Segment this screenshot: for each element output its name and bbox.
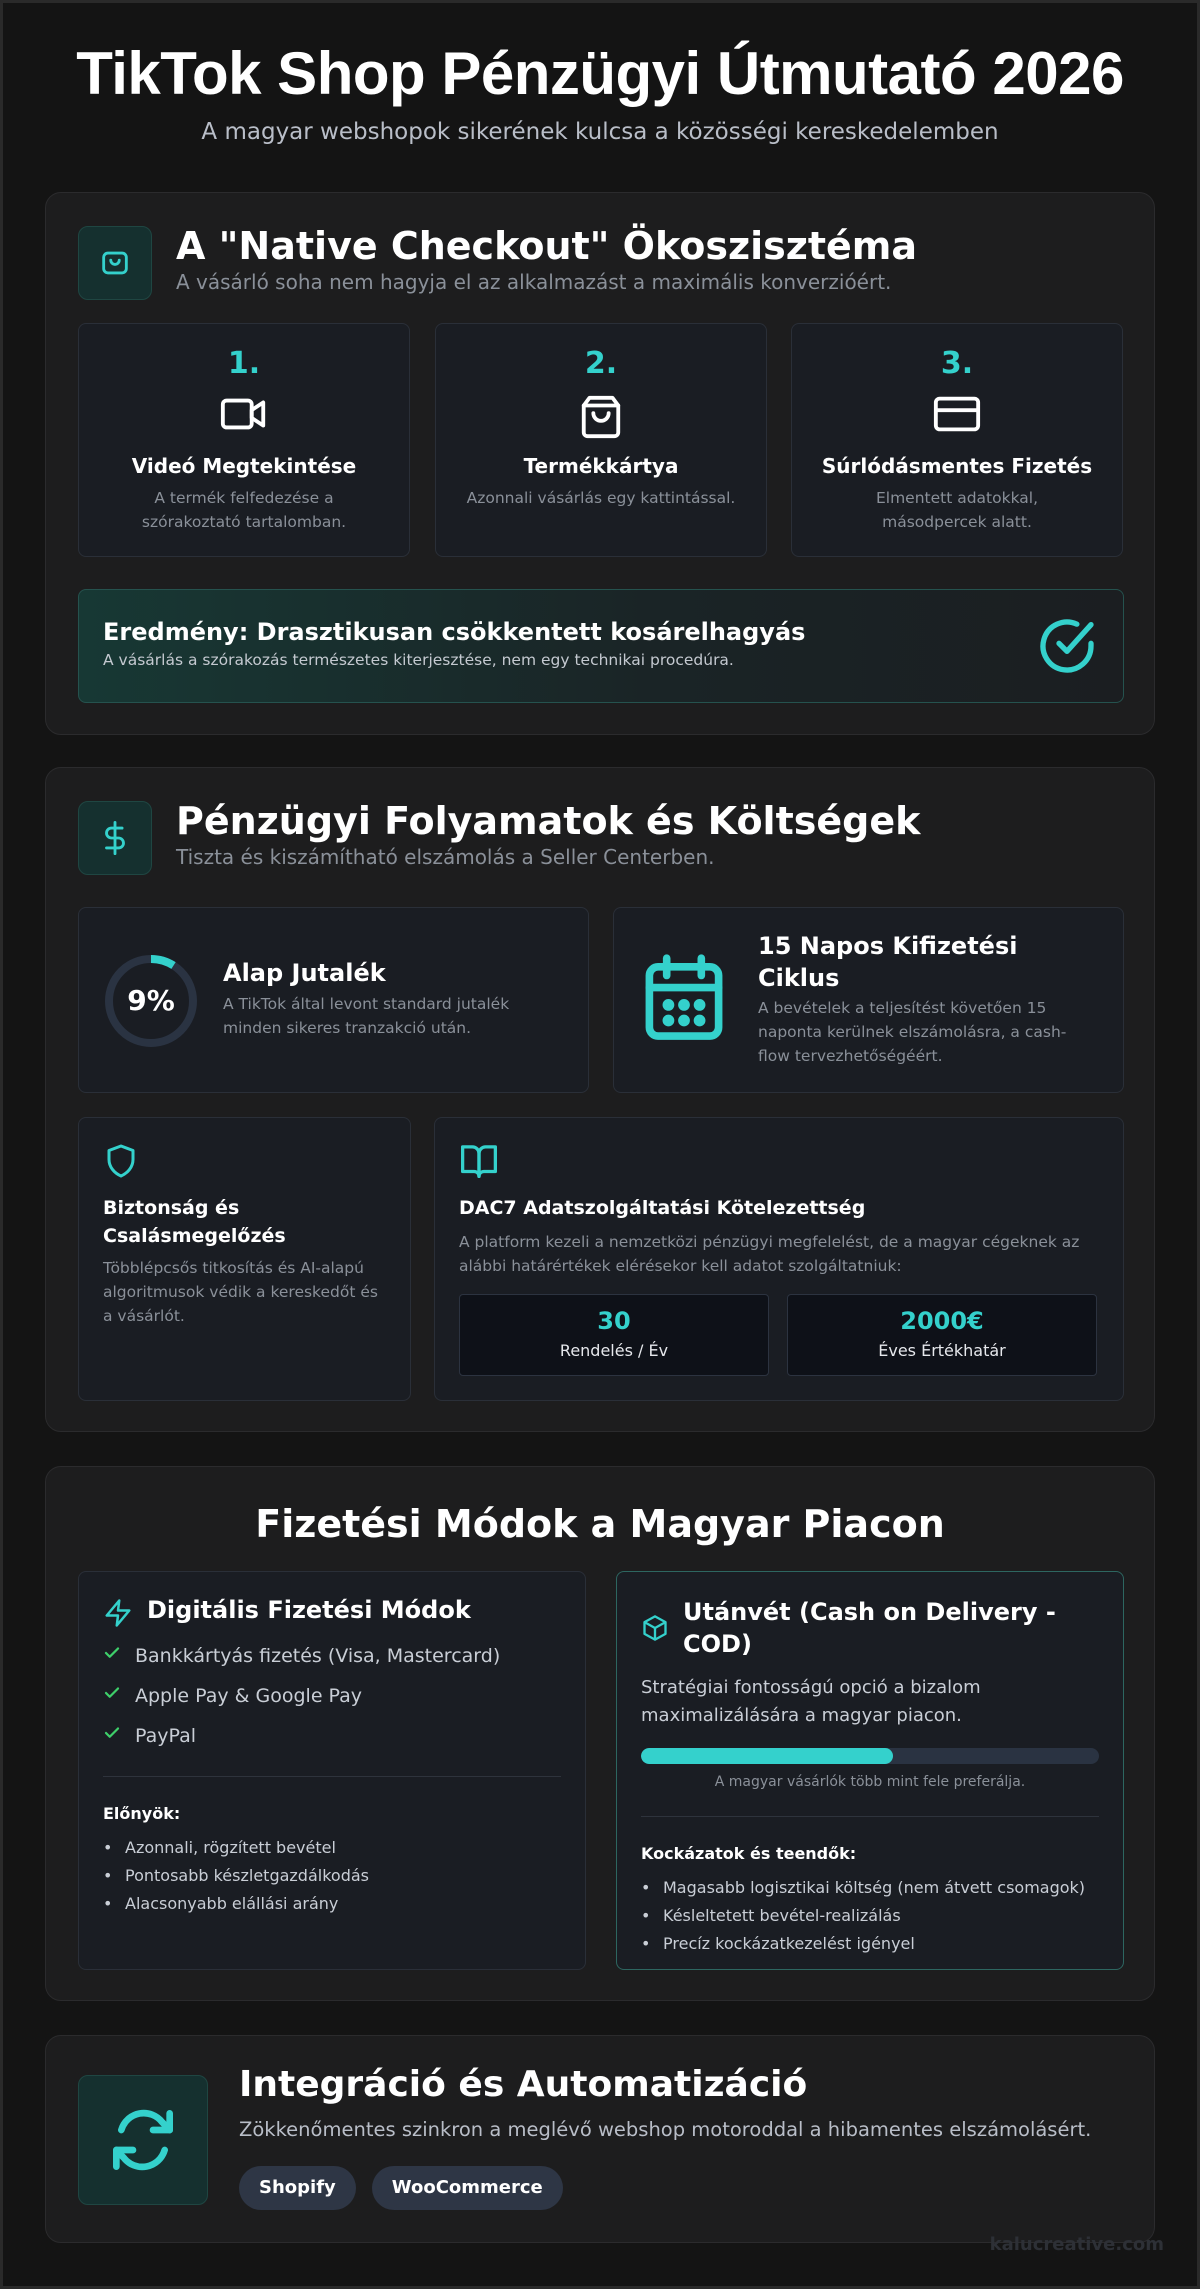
stat-value: 2000€	[900, 1307, 984, 1335]
integration-title: Integráció és Automatizáció	[239, 2064, 808, 2105]
check-icon	[103, 1644, 135, 1667]
pros-item: • Alacsonyabb elállási arány	[103, 1894, 339, 1913]
method-item	[103, 1684, 362, 1707]
open-book-icon	[459, 1142, 499, 1182]
commission-value: 9%	[127, 984, 175, 1017]
security-card	[78, 1117, 411, 1401]
commission-card	[78, 907, 589, 1093]
step-desc: A termék felfedezése a szórakoztató tartalomban.	[141, 489, 347, 531]
finance-subtitle: Tiszta és kiszámítható elszámolás a Seller Centerben.	[176, 845, 715, 869]
digital-payments-card	[78, 1571, 586, 1970]
platform-list	[239, 2166, 579, 2210]
pros-item: • Pontosabb készletgazdálkodás	[103, 1866, 369, 1885]
cod-share-fill	[641, 1748, 893, 1764]
payments-title: Fizetési Módok a Magyar Piacon	[255, 1502, 945, 1546]
result-title: Eredmény: Drasztikusan csökkentett kosárelhagyás	[103, 618, 806, 646]
risk-item: • Precíz kockázatkezelést igényel	[641, 1934, 915, 1953]
method-label: Bankkártyás fizetés (Visa, Mastercard)	[135, 1644, 501, 1667]
watermark: kalucreative.com	[989, 2234, 1164, 2255]
page-title: TikTok Shop Pénzügyi Útmutató 2026	[76, 40, 1124, 107]
finance-section	[45, 767, 1155, 1432]
check-icon	[103, 1724, 135, 1747]
platform-shopify[interactable]: Shopify	[239, 2166, 356, 2210]
payout-card	[613, 907, 1124, 1093]
commission-title: Alap Jutalék	[223, 959, 386, 987]
payout-title: 15 Napos Kifizetési Ciklus	[758, 932, 1018, 992]
check-circle-icon	[1035, 614, 1099, 682]
cod-share-caption: A magyar vásárlók több mint fele preferálja.	[714, 1774, 1026, 1790]
pros-heading: Előnyök:	[103, 1804, 181, 1823]
dac7-stat-threshold	[787, 1294, 1097, 1376]
credit-card-icon	[792, 394, 1122, 434]
shield-icon	[103, 1142, 139, 1184]
finance-title: Pénzügyi Folyamatok és Költségek	[176, 799, 921, 843]
security-desc: Többlépcsős titkosítás és AI-alapú algoritmusok védik a kereskedőt és a vásárlót.	[103, 1259, 378, 1325]
pros-item: • Azonnali, rögzített bevétel	[103, 1838, 336, 1857]
sync-icon	[78, 2075, 208, 2205]
step-number: 1.	[227, 346, 261, 381]
page-header	[0, 38, 1200, 148]
shopping-bag-icon	[78, 226, 152, 300]
security-title: Biztonság és Csalásmegelőzés	[103, 1197, 286, 1247]
step-card-payment	[791, 323, 1123, 557]
checkout-section	[45, 192, 1155, 735]
stat-label: Éves Értékhatár	[878, 1341, 1006, 1360]
method-item	[103, 1644, 500, 1667]
shopping-bag-icon	[436, 394, 766, 440]
risks-heading: Kockázatok és teendők:	[641, 1844, 857, 1863]
step-number: 2.	[584, 346, 618, 381]
step-card-product	[435, 323, 767, 557]
checkout-subtitle: A vásárló soha nem hagyja el az alkalmazást a maximális konverzióért.	[176, 270, 892, 294]
result-desc: A vásárlás a szórakozás természetes kiterjesztése, nem egy technikai procedúra.	[103, 651, 734, 669]
payments-section	[45, 1466, 1155, 2001]
method-label: PayPal	[135, 1724, 197, 1747]
cod-card	[616, 1571, 1124, 1970]
step-title: Videó Megtekintése	[131, 454, 357, 478]
result-banner	[78, 589, 1124, 703]
cod-desc: Stratégiai fontosságú opció a bizalom maximalizálására a magyar piacon.	[641, 1677, 981, 1726]
dac7-desc: A platform kezeli a nemzetközi pénzügyi megfelelést, de a magyar cégeknek az alábbi határértékek elérésekor kell adatot szolgáltatniuk:	[459, 1233, 1080, 1275]
divider	[103, 1776, 561, 1777]
method-item	[103, 1724, 196, 1747]
checkout-title: A "Native Checkout" Ökoszisztéma	[176, 224, 918, 268]
cod-title: Utánvét (Cash on Delivery - COD)	[683, 1598, 1056, 1658]
dollar-icon	[78, 801, 152, 875]
risk-item: • Késleltetett bevétel-realizálás	[641, 1906, 901, 1925]
page-subtitle: A magyar webshopok sikerének kulcsa a közösségi kereskedelemben	[201, 119, 999, 145]
dac7-stat-orders	[459, 1294, 769, 1376]
platform-woocommerce[interactable]: WooCommerce	[372, 2166, 563, 2210]
step-desc: Elmentett adatokkal, másodpercek alatt.	[875, 489, 1039, 531]
step-title: Termékkártya	[523, 454, 679, 478]
video-camera-icon	[79, 394, 409, 434]
commission-desc: A TikTok által levont standard jutalék minden sikeres tranzakció után.	[223, 995, 510, 1037]
cod-share-bar	[641, 1748, 1099, 1764]
dac7-card	[434, 1117, 1124, 1401]
integration-desc: Zökkenőmentes szinkron a meglévő webshop motoroddal a hibamentes elszámolásért.	[239, 2118, 1092, 2141]
risk-item: • Magasabb logisztikai költség (nem átvett csomagok)	[641, 1878, 1086, 1897]
integration-section	[45, 2035, 1155, 2243]
step-card-video	[78, 323, 410, 557]
digital-title: Digitális Fizetési Módok	[147, 1596, 471, 1624]
stat-label: Rendelés / Év	[559, 1341, 669, 1360]
step-desc: Azonnali vásárlás egy kattintással.	[466, 489, 736, 507]
check-icon	[103, 1684, 135, 1707]
step-title: Súrlódásmentes Fizetés	[821, 454, 1093, 478]
dac7-title: DAC7 Adatszolgáltatási Kötelezettség	[459, 1197, 866, 1219]
method-label: Apple Pay & Google Pay	[135, 1684, 363, 1707]
stat-value: 30	[597, 1307, 631, 1335]
divider	[641, 1816, 1099, 1817]
package-icon	[641, 1614, 669, 1646]
lightning-icon	[103, 1598, 133, 1632]
payout-desc: A bevételek a teljesítést követően 15 naponta kerülnek elszámolásra, a cash-flow tervezhetőségéért.	[758, 999, 1067, 1065]
step-number: 3.	[940, 346, 974, 381]
calendar-icon	[642, 953, 726, 1047]
